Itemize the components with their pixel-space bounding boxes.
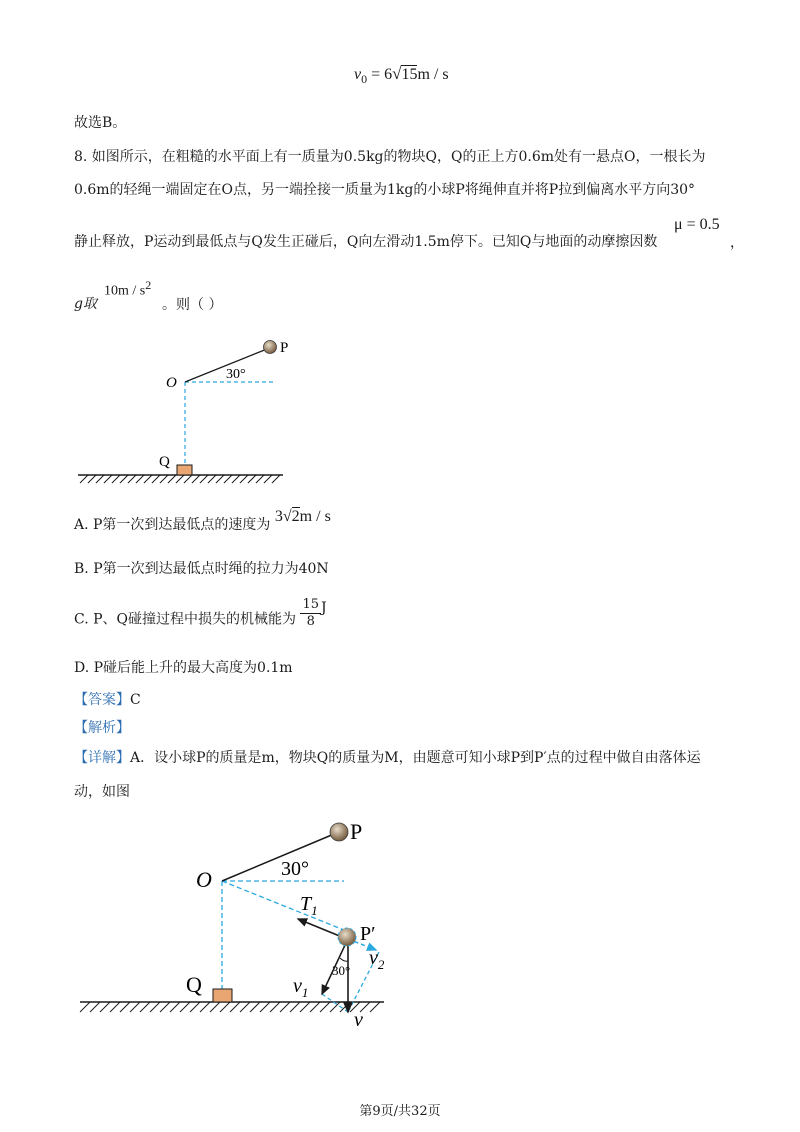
- block-Q: [213, 989, 232, 1002]
- rope: [222, 834, 334, 881]
- option-D[interactable]: D. P碰后能上升的最大高度为0.1m: [74, 660, 293, 676]
- tension-arrow: [298, 919, 342, 937]
- option-C-fraction: $\frac{15}{8}$: [302, 597, 320, 629]
- angle-arc: [340, 958, 348, 961]
- label-Q: Q: [186, 972, 202, 997]
- figure-2: [72, 812, 392, 1042]
- figure-1: [70, 330, 300, 490]
- analysis-tag: 【解析】: [74, 720, 130, 736]
- label-O: O: [166, 375, 177, 391]
- angle-bottom-label: 30°: [332, 963, 351, 978]
- answer: 【答案】C: [74, 692, 141, 708]
- label-P: P: [350, 819, 363, 844]
- angle-label: 30°: [226, 367, 246, 382]
- detail-line-1: 【详解】A．设小球P的质量是m，物块Q的质量为M，由题意可知小球P到P′点的过程中做自由落体运: [74, 750, 701, 766]
- mu-value: μ = 0.5: [674, 216, 720, 233]
- option-A-value: 3√2m / s: [274, 508, 331, 525]
- prev-answer: 故选B。: [74, 115, 127, 131]
- label-T1: $T_1$: [300, 893, 318, 918]
- option-B[interactable]: B. P第一次到达最低点时绳的拉力为40N: [74, 561, 329, 577]
- g-line: g取: [74, 296, 97, 312]
- label-P-prime: P′: [360, 923, 376, 945]
- label-P: P: [280, 340, 289, 356]
- label-v: v: [354, 1009, 363, 1031]
- question-line-1: 8. 如图所示，在粗糙的水平面上有一质量为0.5kg的物块Q，Q的正上方0.6m处有一悬点O，一根长为: [74, 149, 706, 165]
- question-suffix: 。则（ ）: [162, 297, 223, 313]
- page-footer: 第9页/共32页: [359, 1104, 441, 1119]
- block-Q: [177, 465, 192, 475]
- rope-dashed: [222, 881, 344, 930]
- parallelogram-bottom: [322, 994, 348, 1012]
- label-v2: $v_2$: [369, 947, 385, 972]
- ball-P: [330, 823, 348, 841]
- g-value: $10m / s^2$: [104, 278, 152, 299]
- label-O: O: [196, 867, 212, 892]
- ball-P-prime: [338, 928, 356, 946]
- label-Q: Q: [159, 454, 170, 470]
- angle-top-label: 30°: [281, 858, 309, 880]
- detail-line-2: 动，如图: [74, 784, 130, 800]
- ball-P: [264, 341, 277, 354]
- top-formula: $v_0 = 6√15m / s$: [354, 64, 449, 87]
- question-line-2: 0.6m的轻绳一端固定在O点，另一端拴接一质量为1kg的小球P将绳伸直并将P拉到偏离水平方向30°: [74, 182, 696, 198]
- label-v1: $v_1$: [293, 975, 309, 1000]
- question-line-3: 静止释放，P运动到最低点与Q发生正碰后，Q向左滑动1.5m停下。已知Q与地面的动摩擦因数: [74, 234, 658, 250]
- option-C[interactable]: C. P、Q碰撞过程中损失的机械能为 $\frac{15}{8}$ J: [74, 597, 327, 629]
- option-A[interactable]: A. P第一次到达最低点的速度为 3√2m / s: [74, 508, 331, 533]
- comma: ，: [730, 235, 744, 251]
- ground-hatch: [80, 475, 280, 483]
